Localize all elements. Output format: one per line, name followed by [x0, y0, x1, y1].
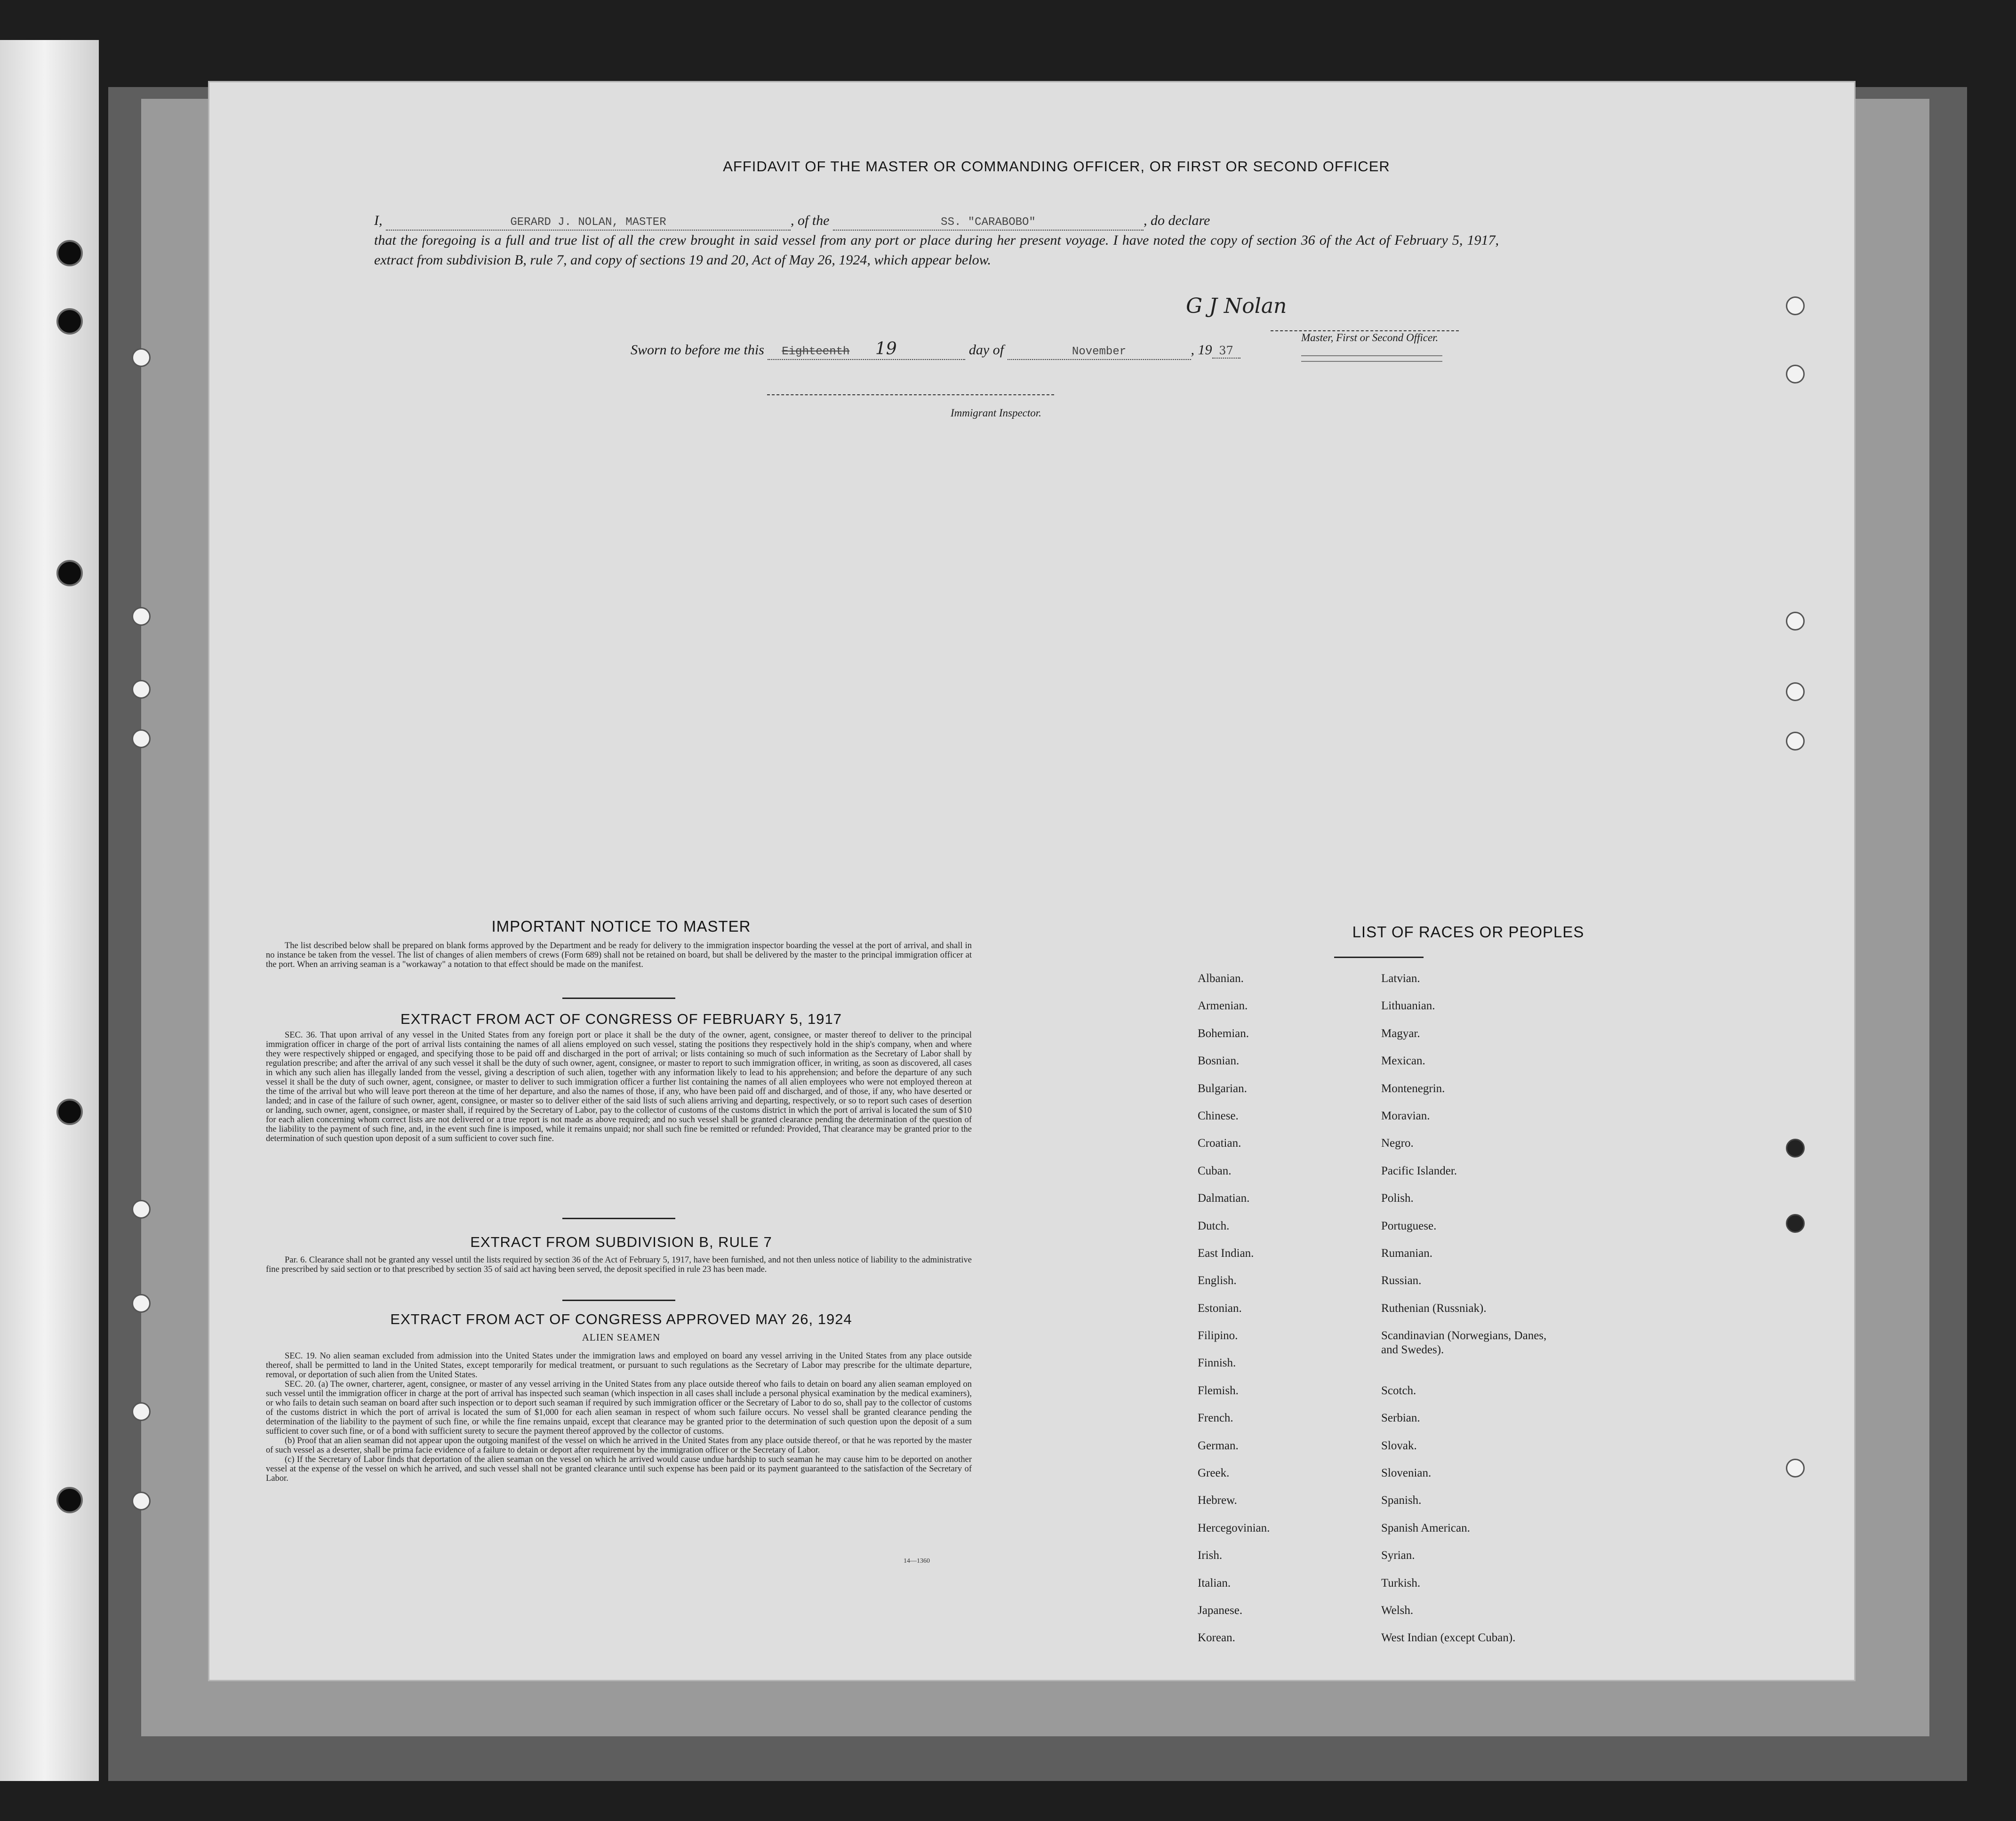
affidavit-body: that the foregoing is a full and true list of all the crew brought in said vessel from any port or place during her present voyage. I have noted the copy of section 36 of the Act of February 5, 1917, extract from subdivision B, rule 7, and copy of sections 19 and 20, Act of May 26, 1924, which appear below.: [374, 232, 1499, 268]
notice-title: IMPORTANT NOTICE TO MASTER: [491, 918, 751, 935]
form-number: 14—1360: [904, 1557, 930, 1565]
race-item: Mexican.: [1381, 1054, 1425, 1068]
extract-1924-title: EXTRACT FROM ACT OF CONGRESS APPROVED MAY 26, 1924: [390, 1311, 852, 1327]
punch-hole: [1786, 365, 1805, 383]
race-item: Croatian.: [1198, 1137, 1241, 1150]
race-item: Latvian.: [1381, 972, 1420, 985]
divider: [1334, 957, 1424, 958]
declarant-name: GERARD J. NOLAN, MASTER: [386, 216, 791, 231]
binder-hole: [56, 1099, 83, 1125]
race-item: West Indian (except Cuban).: [1381, 1631, 1516, 1645]
race-item: German.: [1198, 1439, 1239, 1452]
race-item: Syrian.: [1381, 1549, 1415, 1562]
sec19-paragraph: SEC. 19. No alien seaman excluded from admission into the United States under the immigration laws and employed on board any vessel arriving in the United States from any place outside thereof, shall be permitted to land in the United States, except temporarily for medical treatment, or pursuant to such regulations as the Secretary of Labor may prescribe for the ultimate departure, removal, or deportation of such alien from the United States.: [266, 1351, 972, 1380]
sworn-day: 19: [875, 339, 897, 359]
punch-hole: [1786, 1214, 1805, 1233]
sec36-paragraph: SEC. 36. That upon arrival of any vessel in the United States from any foreign port or place it shall be the duty of the owner, agent, consignee, or master thereof to deliver to the principal immigration officer in charge of the port of arrival lists containing the names of all aliens employed on such vessel, stating the positions they respectively hold in the ship's company, when and where they were respectively shipped or engaged, and specifying those to be paid off and discharged in the port of arrival; or lists containing so much of such information as the Secretary of Labor shall by regulation prescribe; and after the arrival of any such vessel it shall be the duty of such owner, agent, consignee, or master to report to such immigration officer, in writing, as soon as discovered, all cases in which any such alien has illegally landed from the vessel, giving a description of such alien, together with any information likely to lead to his apprehension; and before the departure of any such vessel it shall be the duty of such owner, agent, consignee, or master to deliver to such immigration officer a further list containing the names of all alien employees who were not employed thereon at the time of the arrival but who will leave port thereon at the time of her departure, and also the names of those, if any, who have been paid off and discharged, and of those, if any, who have deserted or landed; and in case of the failure of such owner, agent, consignee, or master so to deliver either of the said lists of such aliens arriving and departing, respectively, or so to report such cases of desertion or landing, such owner, agent, consignee, or master shall, if required by the Secretary of Labor, pay to the collector of customs of the customs district in which the port of arrival is located the sum of $10 for each alien concerning whom correct lists are not delivered or a true report is not made as above required; and no such vessel shall be granted clearance pending the determination of the question of the liability to the payment of such fine, and, in the event such fine is imposed, while it remains unpaid; nor shall such fine be remitted or refunded: Provided, That clearance may be granted prior to the determination of such question upon deposit of a sum sufficient to cover such fine.: [266, 1030, 972, 1143]
race-item: Montenegrin.: [1381, 1082, 1445, 1095]
divider: [562, 1218, 675, 1219]
punch-hole: [132, 607, 151, 626]
punch-hole: [132, 680, 151, 699]
binder-strip: [0, 40, 99, 1781]
master-signature: G J Nolan: [1186, 294, 1287, 318]
punch-hole: [132, 1200, 151, 1219]
punch-hole: [132, 729, 151, 748]
race-item: Russian.: [1381, 1274, 1422, 1287]
race-item: Spanish American.: [1381, 1521, 1470, 1534]
punch-hole: [132, 1294, 151, 1313]
binder-hole: [56, 1487, 83, 1513]
of-the-label: , of the: [791, 213, 830, 228]
race-item: Flemish.: [1198, 1384, 1239, 1397]
sworn-prefix: Sworn to before me this: [631, 342, 764, 358]
race-item: French.: [1198, 1412, 1233, 1425]
sworn-line: [631, 339, 1240, 360]
binder-hole: [56, 560, 83, 586]
signature-line: [1271, 330, 1459, 331]
divider: [562, 1300, 675, 1301]
races-title: LIST OF RACES OR PEOPLES: [1352, 923, 1584, 941]
race-item: Italian.: [1198, 1576, 1231, 1589]
do-declare-label: , do declare: [1144, 213, 1210, 228]
binder-hole: [56, 240, 83, 266]
struck-officer-field: [1301, 355, 1442, 362]
race-item: Filipino.: [1198, 1329, 1238, 1342]
punch-hole: [132, 1402, 151, 1421]
sec20b-paragraph: (b) Proof that an alien seaman did not appear upon the outgoing manifest of the vessel on which he arrived in the United States from any place outside thereof, or that he was reported by the master of such vessel as a deserter, shall be prima facie evidence of a failure to detain or deport after requirement by the immigration officer or the Secretary of Labor.: [266, 1436, 972, 1455]
race-item: Chinese.: [1198, 1109, 1239, 1122]
race-item: Scotch.: [1381, 1384, 1416, 1397]
race-item: Albanian.: [1198, 972, 1244, 985]
race-item: Hebrew.: [1198, 1494, 1237, 1507]
year-prefix: , 19: [1191, 342, 1212, 358]
punch-hole: [1786, 296, 1805, 315]
race-item: Spanish.: [1381, 1494, 1422, 1507]
race-item: English.: [1198, 1274, 1237, 1287]
sec20a-paragraph: SEC. 20. (a) The owner, charterer, agent, consignee, or master of any vessel arriving in the United States from any place outside thereof who fails to detain on board any alien seaman employed on such vessel until the immigration officer in charge at the port of arrival has inspected such seaman (which inspection in all cases shall include a personal physical examination by the medical examiners), or who fails to detain such seaman on board after such inspection or to deport such seaman if required by such immigration officer or the Secretary of Labor to do so, shall pay to the collector of customs of the customs district in which the port of arrival is located the sum of $1,000 for each alien seaman in respect of whom such failure occurs. No vessel shall be granted clearance pending the determination of the liability to the payment of such fine, or while the fine remains unpaid, except that clearance may be granted prior to the determination of such question upon the deposit of a sum sufficient to cover such fine, or of a bond with sufficient surety to secure the payment thereof approved by the collector of customs.: [266, 1380, 972, 1436]
race-item: Greek.: [1198, 1467, 1230, 1480]
race-item: Scandinavian (Norwegians, Danes, and Swedes).: [1381, 1329, 1547, 1357]
races-left-column: [1198, 972, 1376, 1659]
punch-hole: [132, 1492, 151, 1510]
race-item: Korean.: [1198, 1631, 1235, 1645]
race-item: Bosnian.: [1198, 1054, 1240, 1068]
race-item: Estonian.: [1198, 1302, 1242, 1315]
race-item: Slovenian.: [1381, 1467, 1432, 1480]
race-item: Negro.: [1381, 1137, 1414, 1150]
race-item: Magyar.: [1381, 1027, 1420, 1040]
race-item: Hercegovinian.: [1198, 1521, 1270, 1534]
signature-caption: Master, First or Second Officer.: [1301, 332, 1439, 343]
race-item: Bulgarian.: [1198, 1082, 1247, 1095]
race-item: Japanese.: [1198, 1604, 1243, 1617]
alien-seamen-subtitle: ALIEN SEAMEN: [582, 1332, 661, 1343]
race-item: Slovak.: [1381, 1439, 1417, 1452]
extract-rule7-title: EXTRACT FROM SUBDIVISION B, RULE 7: [470, 1234, 772, 1250]
vessel-name: SS. "CARABOBO": [833, 216, 1144, 231]
punch-hole: [1786, 732, 1805, 751]
sworn-day-field: [768, 339, 965, 360]
punch-hole: [1786, 1139, 1805, 1158]
extract-1917-title: EXTRACT FROM ACT OF CONGRESS OF FEBRUARY 5, 1917: [400, 1011, 842, 1027]
race-item: Cuban.: [1198, 1164, 1232, 1177]
race-item: Dalmatian.: [1198, 1192, 1250, 1205]
race-item: Serbian.: [1381, 1412, 1420, 1425]
race-item: Dutch.: [1198, 1219, 1230, 1232]
sworn-month: November: [1008, 345, 1191, 360]
punch-hole: [132, 348, 151, 367]
extract-1924-text: [266, 1351, 972, 1483]
race-item: Welsh.: [1381, 1604, 1414, 1617]
race-item: Polish.: [1381, 1192, 1414, 1205]
sworn-year: 37: [1212, 343, 1240, 359]
race-item: Rumanian.: [1381, 1246, 1433, 1260]
inspector-caption: Immigrant Inspector.: [951, 407, 1041, 419]
race-item: Portuguese.: [1381, 1219, 1437, 1232]
sec20c-paragraph: (c) If the Secretary of Labor finds that deportation of the alien seaman on the vessel on which he arrived would cause undue hardship to such seaman he may cause him to be deported on another vessel at the expense of the vessel on which he arrived, and such vessel shall not be granted clearance until such expense has been paid or its payment guaranteed to the satisfaction of the Secretary of Labor.: [266, 1455, 972, 1483]
punch-hole: [1786, 612, 1805, 631]
affidavit-declaration: [374, 211, 1499, 270]
race-item: Moravian.: [1381, 1109, 1430, 1122]
extract-1917-text: [266, 1030, 972, 1143]
races-right-column: [1381, 972, 1616, 1686]
race-item: Turkish.: [1381, 1576, 1421, 1589]
rule7-paragraph: Par. 6. Clearance shall not be granted any vessel until the lists required by section 36 of the Act of February 5, 1917, have been furnished, and not then unless notice of liability to the administrative fine prescribed by said section or to that prescribed by section 35 of said act having been served, the deposit specified in rule 23 has been made.: [266, 1255, 972, 1274]
race-item: Pacific Islander.: [1381, 1164, 1457, 1177]
punch-hole: [1786, 1459, 1805, 1478]
race-item: East Indian.: [1198, 1246, 1254, 1260]
race-item: Armenian.: [1198, 999, 1248, 1013]
race-item: Irish.: [1198, 1549, 1223, 1562]
race-item: Ruthenian (Russniak).: [1381, 1302, 1487, 1315]
race-item: Finnish.: [1198, 1357, 1236, 1370]
declarant-prefix: I,: [374, 213, 383, 228]
punch-hole: [1786, 682, 1805, 701]
binder-hole: [56, 308, 83, 335]
sworn-day-struck: Eighteenth: [782, 345, 850, 358]
race-item: Lithuanian.: [1381, 999, 1435, 1013]
notice-text: [266, 941, 972, 969]
divider: [562, 998, 675, 999]
inspector-signature-line: [767, 394, 1054, 395]
day-of-label: day of: [968, 342, 1004, 358]
race-item: Bohemian.: [1198, 1027, 1249, 1040]
affidavit-title: AFFIDAVIT OF THE MASTER OR COMMANDING OFFICER, OR FIRST OR SECOND OFFICER: [723, 158, 1390, 175]
notice-paragraph: The list described below shall be prepared on blank forms approved by the Department and be ready for delivery to the immigration inspector boarding the vessel at the port of arrival, and shall in no instance be taken from the vessel. The list of changes of alien members of crews (Form 689) shall not be retained on board, but shall be delivered by the master to the principal immigration officer at the port. When an arriving seaman is a "workaway" a notation to that effect should be made on the manifest.: [266, 941, 972, 969]
extract-rule7-text: [266, 1255, 972, 1274]
